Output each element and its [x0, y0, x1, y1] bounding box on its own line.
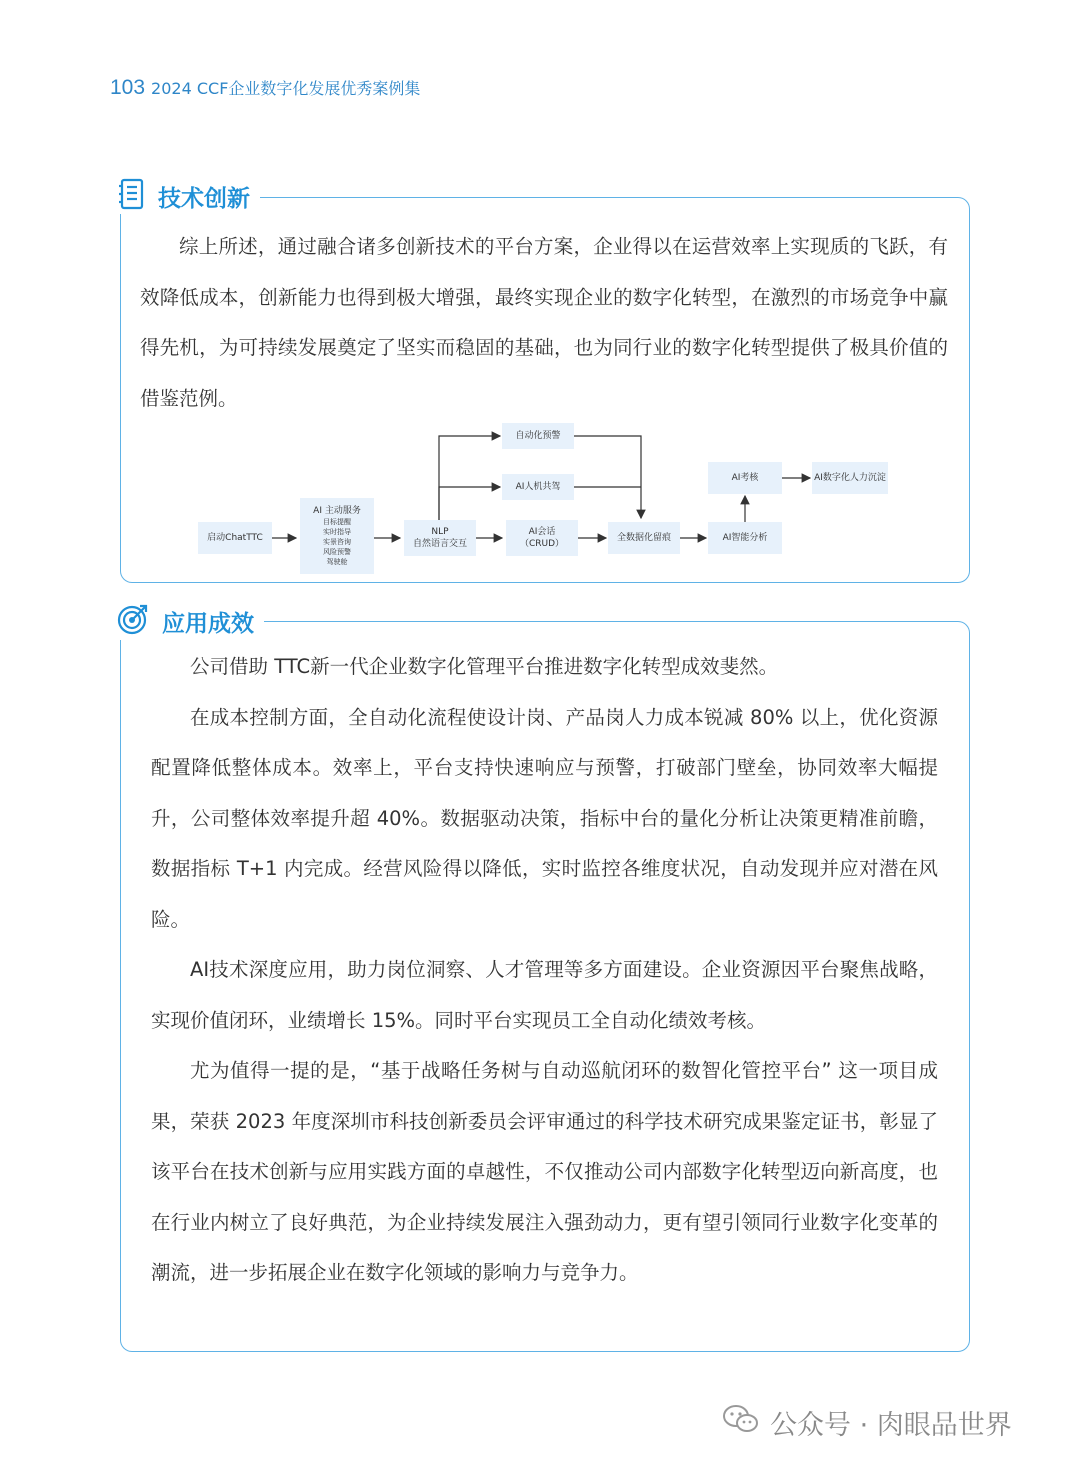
- start-chatttc-node: [198, 522, 272, 554]
- node-item: 目标提醒: [323, 518, 351, 526]
- node-item: 驾驶舱: [326, 558, 348, 566]
- paragraph: 尤为值得一提的是，“基于战略任务树与自动巡航闭环的数智化管控平台” 这一项目成果，荣获 2023 年度深圳市科技创新委员会评审通过的科学技术研究成果鉴定证书，彰显了该平台在技术创新与应用实践方面的卓越性，不仅推动公司内部数字化转型迈向新高度，也在行业内树立了良好典范，为企业持续发展注入强劲动力，更有望引领同行业数字化变革的潮流，进一步拓展企业在数字化领域的影响力与竞争力。: [151, 1059, 938, 1284]
- page-number: 103: [110, 76, 146, 99]
- node-label: AI数字化人力沉淀: [814, 473, 886, 483]
- ai-chat-node: [506, 520, 578, 556]
- ai-collab-node: [502, 474, 574, 500]
- page-header: [110, 76, 420, 102]
- node-label: AI考核: [731, 473, 759, 483]
- node-label: AI 主动服务: [313, 506, 361, 516]
- node-label: （CRUD）: [519, 539, 565, 549]
- node-label: 全数据化留痕: [616, 533, 671, 543]
- auto-warning-node: [502, 423, 574, 449]
- node-label: NLP: [431, 527, 449, 537]
- process-flowchart: [150, 420, 910, 582]
- node-label: 自然语言交互: [412, 539, 467, 549]
- paragraph: AI技术深度应用，助力岗位洞察、人才管理等多方面建设。企业资源因平台聚焦战略，实现价值闭环，业绩增长 15%。同时平台实现员工全自动化绩效考核。: [151, 958, 938, 1032]
- node-item: 风险预警: [323, 548, 351, 556]
- section-title: 技术创新: [158, 185, 250, 212]
- ai-analysis-node: [708, 522, 782, 554]
- full-data-trace-node: [608, 522, 680, 554]
- node-label: 自动化预警: [515, 431, 561, 441]
- tech-innovation-text: [140, 222, 948, 424]
- node-label: AI智能分析: [722, 533, 768, 543]
- paragraph: 公司借助 TTC新一代企业数字化管理平台推进数字化转型成效斐然。: [190, 655, 779, 678]
- document-list-icon: [118, 178, 146, 214]
- document-title: 2024 CCF企业数字化发展优秀案例集: [151, 79, 421, 98]
- ai-service-node: [300, 498, 374, 574]
- node-item: 实时指导: [323, 528, 351, 536]
- watermark: [722, 1400, 1012, 1444]
- nlp-node: [404, 520, 476, 556]
- section-title: 应用成效: [162, 610, 254, 637]
- paragraph: 综上所述，通过融合诸多创新技术的平台方案，企业得以在运营效率上实现质的飞跃，有效降低成本，创新能力也得到极大增强，最终实现企业的数字化转型，在激烈的市场竞争中赢得先机，为可持续发展奠定了坚实而稳固的基础，也为同行业的数字化转型提供了极具价值的借鉴范例。: [140, 235, 948, 410]
- node-label: 启动ChatTTC: [207, 533, 263, 543]
- tech-innovation-heading: [118, 178, 260, 214]
- paragraph: 在成本控制方面，全自动化流程使设计岗、产品岗人力成本锐减 80% 以上，优化资源配置降低整体成本。效率上，平台支持快速响应与预警，打破部门壁垒，协同效率大幅提升，公司整体效率提升超 40%。数据驱动决策，指标中台的量化分析让决策更精准前瞻，数据指标 T+1 内完成。经营风险得以降低，实时监控各维度状况，自动发现并应对潜在风险。: [151, 705, 938, 931]
- target-icon: [116, 602, 150, 640]
- wechat-icon: [722, 1403, 760, 1442]
- node-item: 实景咨询: [323, 538, 351, 546]
- ai-talent-node: [812, 462, 888, 494]
- application-results-text: [151, 642, 938, 1299]
- application-results-heading: [116, 602, 264, 640]
- node-label: AI会话: [528, 527, 556, 537]
- node-label: AI人机共驾: [515, 482, 561, 492]
- watermark-text: 公众号 · 肉眼品世界: [770, 1409, 1012, 1441]
- ai-assess-node: [708, 462, 782, 494]
